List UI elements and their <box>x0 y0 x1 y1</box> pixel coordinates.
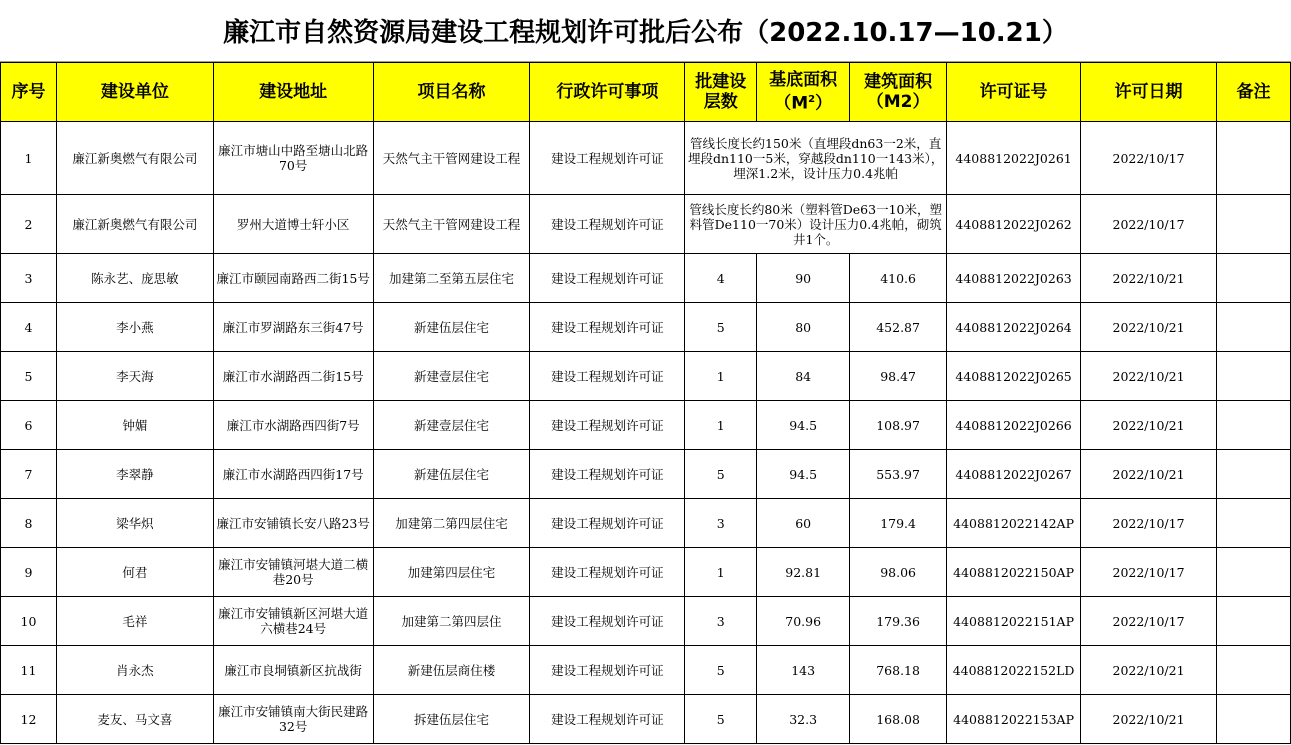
cell-address: 廉江市水湖路西二街15号 <box>213 352 373 401</box>
table-row <box>1 122 1291 195</box>
cell-matter: 建设工程规划许可证 <box>530 195 685 254</box>
cell-unit: 李小燕 <box>56 303 213 352</box>
cell-permit-no: 4408812022J0266 <box>947 401 1081 450</box>
cell-build-area: 553.97 <box>850 450 947 499</box>
cell-seq: 4 <box>1 303 57 352</box>
cell-seq: 12 <box>1 695 57 744</box>
cell-remark <box>1216 254 1290 303</box>
cell-unit: 李翠静 <box>56 450 213 499</box>
cell-matter: 建设工程规划许可证 <box>530 352 685 401</box>
cell-matter: 建设工程规划许可证 <box>530 548 685 597</box>
cell-seq: 3 <box>1 254 57 303</box>
col-header-build-area: 建筑面积（M2） <box>850 63 947 122</box>
cell-base-area: 92.81 <box>757 548 850 597</box>
cell-project: 加建第二至第五层住宅 <box>373 254 530 303</box>
cell-permit-no: 4408812022151AP <box>947 597 1081 646</box>
cell-unit: 廉江新奥燃气有限公司 <box>56 122 213 195</box>
cell-unit: 廉江新奥燃气有限公司 <box>56 195 213 254</box>
cell-permit-date: 2022/10/21 <box>1081 254 1217 303</box>
cell-permit-no: 4408812022J0263 <box>947 254 1081 303</box>
cell-permit-no: 4408812022150AP <box>947 548 1081 597</box>
cell-matter: 建设工程规划许可证 <box>530 646 685 695</box>
cell-base-area: 80 <box>757 303 850 352</box>
cell-matter: 建设工程规划许可证 <box>530 450 685 499</box>
base-area-suffix: ） <box>815 93 833 114</box>
cell-base-area: 84 <box>757 352 850 401</box>
cell-base-area: 94.5 <box>757 450 850 499</box>
table-row <box>1 548 1291 597</box>
cell-project: 新建伍层商住楼 <box>373 646 530 695</box>
cell-project: 新建壹层住宅 <box>373 401 530 450</box>
cell-build-area: 98.06 <box>850 548 947 597</box>
cell-permit-date: 2022/10/17 <box>1081 122 1217 195</box>
base-area-superscript: 2 <box>808 94 816 106</box>
cell-project: 拆建伍层住宅 <box>373 695 530 744</box>
cell-floors: 1 <box>685 548 757 597</box>
cell-base-area: 94.5 <box>757 401 850 450</box>
cell-seq: 9 <box>1 548 57 597</box>
cell-floors: 1 <box>685 401 757 450</box>
cell-matter: 建设工程规划许可证 <box>530 695 685 744</box>
cell-remark <box>1216 695 1290 744</box>
cell-unit: 麦友、马文喜 <box>56 695 213 744</box>
cell-permit-no: 4408812022142AP <box>947 499 1081 548</box>
cell-seq: 10 <box>1 597 57 646</box>
cell-permit-no: 4408812022J0267 <box>947 450 1081 499</box>
cell-permit-no: 4408812022J0265 <box>947 352 1081 401</box>
cell-project: 天然气主干管网建设工程 <box>373 195 530 254</box>
cell-build-area: 108.97 <box>850 401 947 450</box>
col-header-permit-no: 许可证号 <box>947 63 1081 122</box>
col-header-floors: 批建设层数 <box>685 63 757 122</box>
cell-unit: 肖永杰 <box>56 646 213 695</box>
cell-address: 廉江市颐园南路西二街15号 <box>213 254 373 303</box>
cell-project: 天然气主干管网建设工程 <box>373 122 530 195</box>
cell-unit: 钟媚 <box>56 401 213 450</box>
cell-floors: 5 <box>685 303 757 352</box>
cell-remark <box>1216 548 1290 597</box>
cell-permit-no: 4408812022152LD <box>947 646 1081 695</box>
cell-base-area: 70.96 <box>757 597 850 646</box>
cell-permit-date: 2022/10/21 <box>1081 646 1217 695</box>
cell-seq: 7 <box>1 450 57 499</box>
cell-base-area: 32.3 <box>757 695 850 744</box>
table-row <box>1 597 1291 646</box>
cell-permit-date: 2022/10/21 <box>1081 303 1217 352</box>
cell-project: 新建伍层住宅 <box>373 303 530 352</box>
table-row <box>1 352 1291 401</box>
col-header-remark: 备注 <box>1216 63 1290 122</box>
cell-floors: 5 <box>685 695 757 744</box>
table-body <box>1 122 1291 744</box>
cell-address: 廉江市良垌镇新区抗战街 <box>213 646 373 695</box>
cell-matter: 建设工程规划许可证 <box>530 401 685 450</box>
cell-address: 廉江市水湖路西四街7号 <box>213 401 373 450</box>
cell-build-area: 98.47 <box>850 352 947 401</box>
cell-project: 新建伍层住宅 <box>373 450 530 499</box>
cell-seq: 1 <box>1 122 57 195</box>
cell-build-area: 452.87 <box>850 303 947 352</box>
cell-address: 廉江市罗湖路东三街47号 <box>213 303 373 352</box>
cell-permit-date: 2022/10/21 <box>1081 450 1217 499</box>
col-header-unit: 建设单位 <box>56 63 213 122</box>
cell-unit: 陈永艺、庞思敏 <box>56 254 213 303</box>
cell-permit-date: 2022/10/17 <box>1081 499 1217 548</box>
table-row <box>1 646 1291 695</box>
col-header-address: 建设地址 <box>213 63 373 122</box>
table-row <box>1 401 1291 450</box>
cell-matter: 建设工程规划许可证 <box>530 597 685 646</box>
permit-table <box>0 62 1291 744</box>
cell-build-area: 410.6 <box>850 254 947 303</box>
cell-permit-date: 2022/10/21 <box>1081 352 1217 401</box>
cell-permit-no: 4408812022J0261 <box>947 122 1081 195</box>
cell-address: 廉江市塘山中路至塘山北路70号 <box>213 122 373 195</box>
cell-permit-date: 2022/10/17 <box>1081 548 1217 597</box>
table-row <box>1 499 1291 548</box>
cell-remark <box>1216 401 1290 450</box>
cell-floors: 5 <box>685 646 757 695</box>
cell-base-area: 60 <box>757 499 850 548</box>
cell-remark <box>1216 597 1290 646</box>
cell-remark <box>1216 646 1290 695</box>
table-header-row <box>1 63 1291 122</box>
table-row <box>1 195 1291 254</box>
col-header-base-area <box>757 63 850 122</box>
cell-project: 加建第二第四层住宅 <box>373 499 530 548</box>
cell-floors: 1 <box>685 352 757 401</box>
cell-seq: 5 <box>1 352 57 401</box>
col-header-project: 项目名称 <box>373 63 530 122</box>
cell-project: 加建第四层住宅 <box>373 548 530 597</box>
cell-matter: 建设工程规划许可证 <box>530 122 685 195</box>
cell-base-area: 143 <box>757 646 850 695</box>
cell-unit: 李天海 <box>56 352 213 401</box>
cell-permit-no: 4408812022J0264 <box>947 303 1081 352</box>
cell-address: 廉江市安铺镇南大街民建路32号 <box>213 695 373 744</box>
cell-seq: 6 <box>1 401 57 450</box>
col-header-seq: 序号 <box>1 63 57 122</box>
table-row <box>1 303 1291 352</box>
cell-floors: 5 <box>685 450 757 499</box>
cell-permit-date: 2022/10/21 <box>1081 695 1217 744</box>
col-header-matter: 行政许可事项 <box>530 63 685 122</box>
cell-address: 廉江市水湖路西四街17号 <box>213 450 373 499</box>
table-row <box>1 695 1291 744</box>
cell-project: 加建第二第四层住 <box>373 597 530 646</box>
cell-remark <box>1216 195 1290 254</box>
cell-remark <box>1216 499 1290 548</box>
cell-permit-date: 2022/10/17 <box>1081 597 1217 646</box>
base-area-prefix: 基底面积（M <box>769 70 838 114</box>
col-header-permit-date: 许可日期 <box>1081 63 1217 122</box>
cell-floors: 3 <box>685 597 757 646</box>
cell-matter: 建设工程规划许可证 <box>530 254 685 303</box>
cell-build-area: 768.18 <box>850 646 947 695</box>
cell-build-area: 179.4 <box>850 499 947 548</box>
cell-permit-date: 2022/10/21 <box>1081 401 1217 450</box>
cell-unit: 何君 <box>56 548 213 597</box>
cell-build-area: 179.36 <box>850 597 947 646</box>
cell-seq: 11 <box>1 646 57 695</box>
cell-description: 管线长度长约80米（塑料管De63一10米，塑料管De110一70米）设计压力0.4兆帕，砌筑井1个。 <box>685 195 947 254</box>
cell-permit-no: 4408812022153AP <box>947 695 1081 744</box>
cell-address: 廉江市安铺镇河堪大道二横巷20号 <box>213 548 373 597</box>
cell-unit: 梁华炽 <box>56 499 213 548</box>
cell-seq: 8 <box>1 499 57 548</box>
cell-remark <box>1216 122 1290 195</box>
cell-remark <box>1216 352 1290 401</box>
cell-build-area: 168.08 <box>850 695 947 744</box>
table-row <box>1 254 1291 303</box>
cell-remark <box>1216 450 1290 499</box>
cell-unit: 毛祥 <box>56 597 213 646</box>
cell-description: 管线长度长约150米（直埋段dn63一2米，直埋段dn110一5米，穿越段dn110一143米），埋深1.2米，设计压力0.4兆帕 <box>685 122 947 195</box>
cell-project: 新建壹层住宅 <box>373 352 530 401</box>
cell-matter: 建设工程规划许可证 <box>530 303 685 352</box>
cell-address: 罗州大道博士轩小区 <box>213 195 373 254</box>
table-row <box>1 450 1291 499</box>
cell-floors: 3 <box>685 499 757 548</box>
cell-base-area: 90 <box>757 254 850 303</box>
cell-address: 廉江市安铺镇长安八路23号 <box>213 499 373 548</box>
cell-remark <box>1216 303 1290 352</box>
cell-permit-no: 4408812022J0262 <box>947 195 1081 254</box>
cell-matter: 建设工程规划许可证 <box>530 499 685 548</box>
cell-permit-date: 2022/10/17 <box>1081 195 1217 254</box>
cell-floors: 4 <box>685 254 757 303</box>
page-title: 廉江市自然资源局建设工程规划许可批后公布（2022.10.17—10.21） <box>0 0 1291 62</box>
cell-seq: 2 <box>1 195 57 254</box>
cell-address: 廉江市安铺镇新区河堪大道六横巷24号 <box>213 597 373 646</box>
